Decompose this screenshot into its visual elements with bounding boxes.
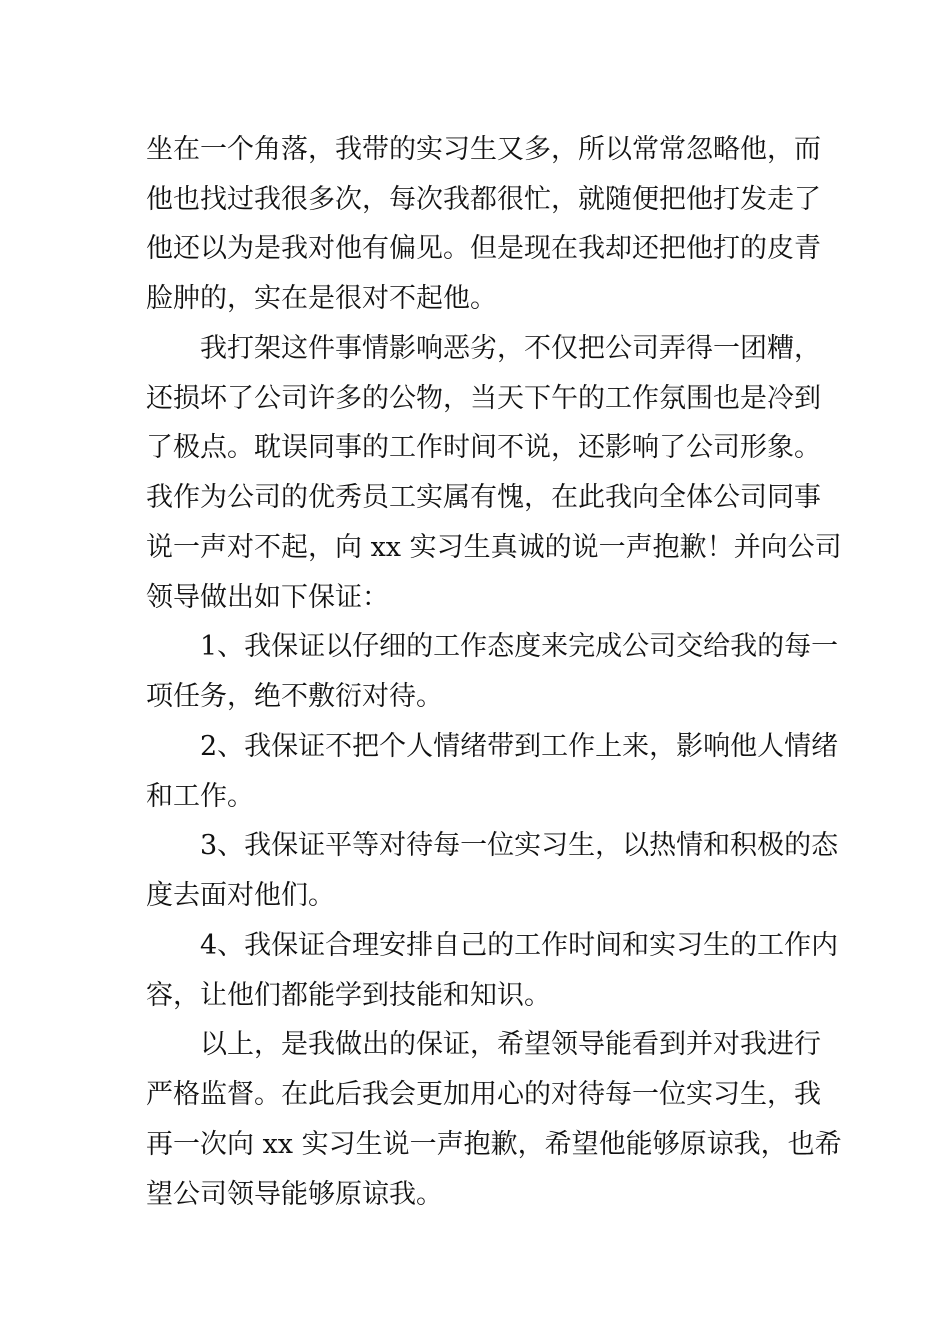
text-line: 我作为公司的优秀员工实属有愧，在此我向全体公司同事 — [146, 482, 821, 513]
list-item-line: 项任务，绝不敷衍对待。 — [146, 681, 443, 712]
text-line: 以上，是我做出的保证，希望领导能看到并对我进行 — [200, 1029, 821, 1060]
text-line: 他也找过我很多次，每次我都很忙，就随便把他打发走了 — [146, 184, 821, 215]
text-line: 说一声对不起，向 xx 实习生真诚的说一声抱歉！并向公司 — [146, 532, 842, 563]
list-item-line: 1、我保证以仔细的工作态度来完成公司交给我的每一 — [200, 631, 839, 662]
list-item-line: 2、我保证不把个人情绪带到工作上来，影响他人情绪 — [200, 731, 839, 762]
text-line: 了极点。耽误同事的工作时间不说，还影响了公司形象。 — [146, 432, 821, 463]
text-line: 他还以为是我对他有偏见。但是现在我却还把他打的皮青 — [146, 233, 821, 264]
text-line: 再一次向 xx 实习生说一声抱歉，希望他能够原谅我，也希 — [146, 1129, 842, 1160]
list-item-line: 和工作。 — [146, 781, 254, 812]
text-line: 严格监督。在此后我会更加用心的对待每一位实习生，我 — [146, 1079, 821, 1110]
text-line: 坐在一个角落，我带的实习生又多，所以常常忽略他，而 — [146, 134, 821, 165]
text-line: 我打架这件事情影响恶劣，不仅把公司弄得一团糟， — [200, 333, 821, 364]
list-item-line: 容，让他们都能学到技能和知识。 — [146, 980, 551, 1011]
list-item-line: 4、我保证合理安排自己的工作时间和实习生的工作内 — [200, 930, 839, 961]
text-line: 脸肿的，实在是很对不起他。 — [146, 283, 497, 314]
list-item-line: 3、我保证平等对待每一位实习生，以热情和积极的态 — [200, 830, 839, 861]
text-line: 望公司领导能够原谅我。 — [146, 1179, 443, 1210]
list-item-line: 度去面对他们。 — [146, 880, 335, 911]
text-line: 还损坏了公司许多的公物，当天下午的工作氛围也是冷到 — [146, 383, 821, 414]
text-line: 领导做出如下保证： — [146, 582, 389, 613]
